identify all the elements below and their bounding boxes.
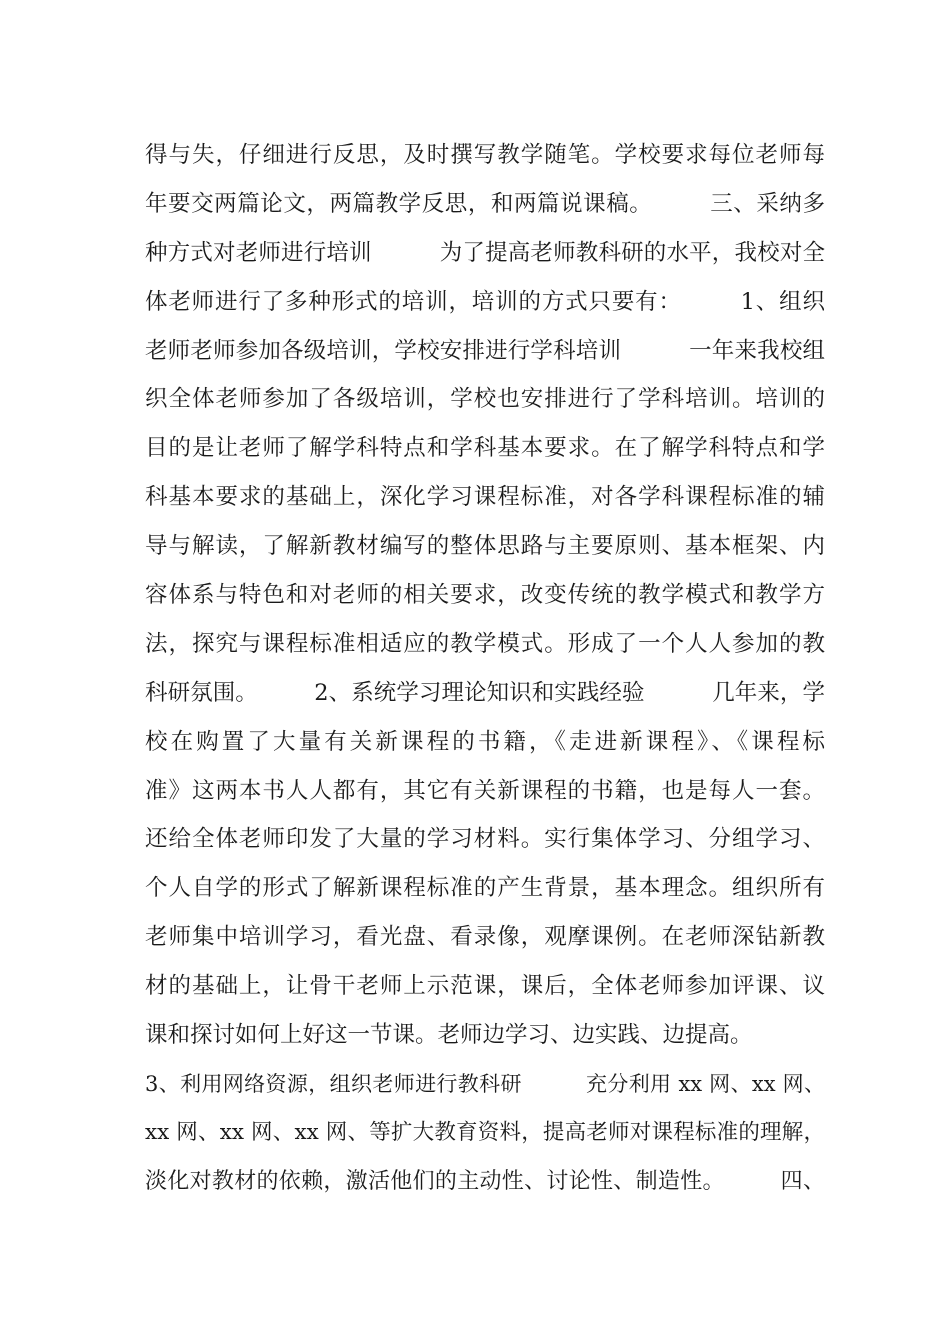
body-text xyxy=(145,131,825,1207)
text-line: 材的基础上，让骨干老师上示范课，课后，全体老师参加评课、议 xyxy=(145,973,825,1000)
text-line: 校在购置了大量有关新课程的书籍，《走进新课程》、《课程标 xyxy=(145,728,825,755)
text-line: 课和探讨如何上好这一节课。老师边学习、边实践、边提高。 xyxy=(145,1022,753,1049)
text-line: 个人自学的形式了解新课程标准的产生背景，基本理念。组织所有 xyxy=(145,875,825,902)
text-line: 目的是让老师了解学科特点和学科基本要求。在了解学科特点和学 xyxy=(145,435,825,462)
text-line: 得与失，仔细进行反思，及时撰写教学随笔。学校要求每位老师每 xyxy=(145,142,825,168)
text-line: 老师集中培训学习，看光盘、看录像，观摩课例。在老师深钻新教 xyxy=(145,924,825,951)
text-line: 容体系与特色和对老师的相关要求，改变传统的教学模式和教学方 xyxy=(145,582,825,609)
text-line: 老师老师参加各级培训，学校安排进行学科培训 一年来我校组 xyxy=(145,337,825,364)
text-line: 3、利用网络资源，组织老师进行教科研 充分利用 xx 网、xx 网、 xyxy=(145,1071,825,1096)
text-line: 导与解读，了解新教材编写的整体思路与主要原则、基本框架、内 xyxy=(145,533,825,560)
text-line: 织全体老师参加了各级培训，学校也安排进行了学科培训。培训的 xyxy=(145,386,825,413)
text-line: 体老师进行了多种形式的培训，培训的方式只要有： 1、组织 xyxy=(145,288,825,315)
text-line: 年要交两篇论文，两篇教学反思，和两篇说课稿。 三、采纳多 xyxy=(145,190,825,217)
text-line: 还给全体老师印发了大量的学习材料。实行集体学习、分组学习、 xyxy=(145,826,825,853)
text-line: 淡化对教材的依赖，激活他们的主动性、讨论性、制造性。 四、 xyxy=(145,1168,825,1194)
text-line: 科研氛围。 2、系统学习理论知识和实践经验 几年来，学 xyxy=(145,679,825,706)
text-line: 科基本要求的基础上，深化学习课程标准，对各学科课程标准的辅 xyxy=(145,484,825,511)
text-line: 种方式对老师进行培训 为了提高老师教科研的水平，我校对全 xyxy=(145,239,825,266)
text-line: 准》这两本书人人都有，其它有关新课程的书籍，也是每人一套。 xyxy=(145,777,825,804)
text-line: xx 网、xx 网、xx 网、等扩大教育资料，提高老师对课程标准的理解， xyxy=(145,1119,825,1145)
text-line: 法，探究与课程标准相适应的教学模式。形成了一个人人参加的教 xyxy=(145,630,825,657)
